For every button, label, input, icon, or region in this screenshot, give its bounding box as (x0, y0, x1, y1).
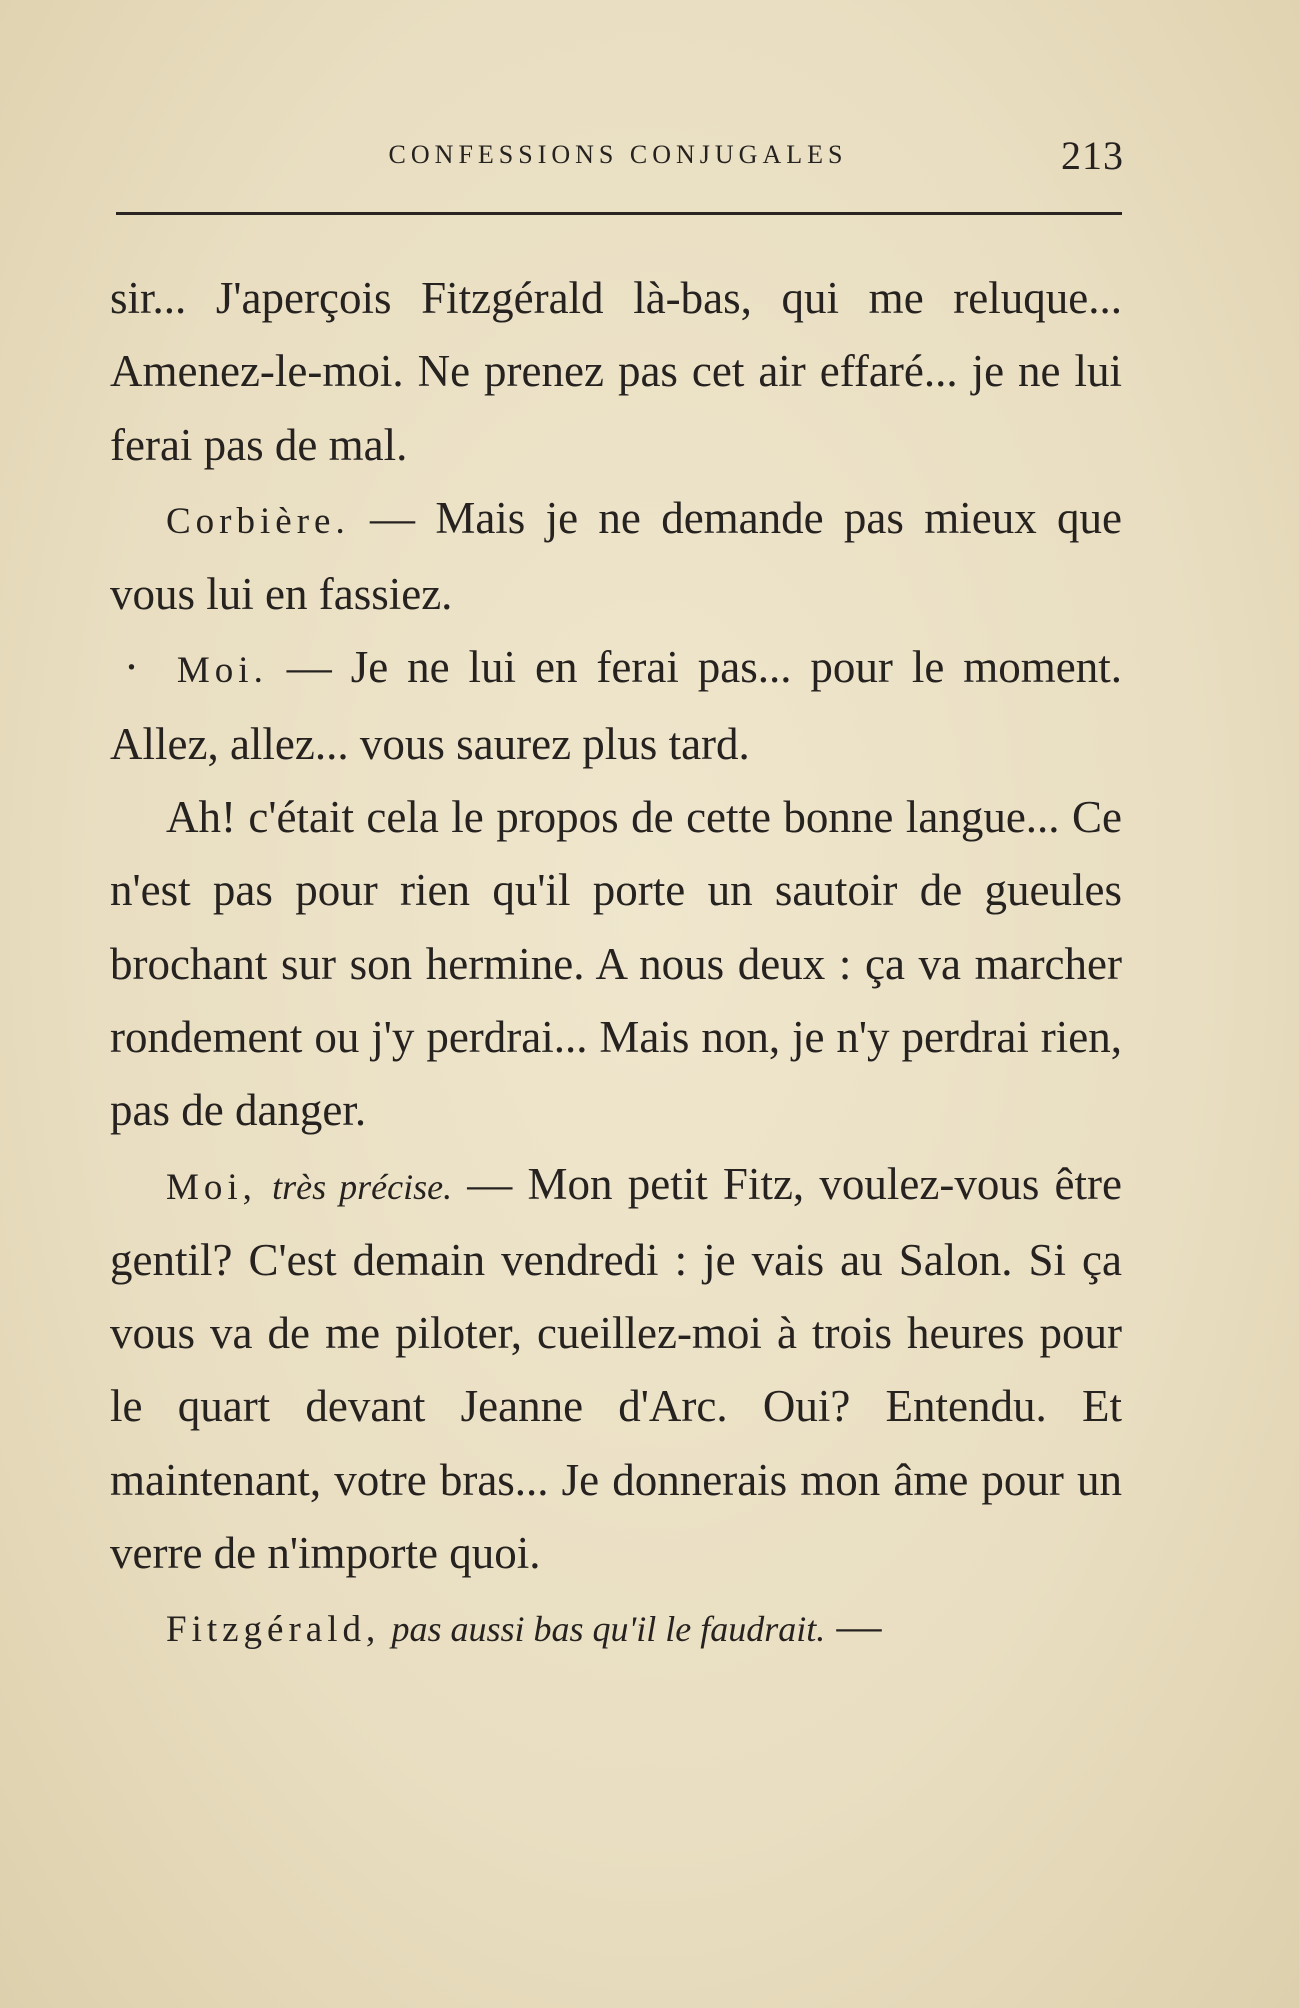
dialogue-text: — (825, 1601, 882, 1652)
paragraph-2 (110, 482, 1122, 632)
speaker-name: Moi, (166, 1166, 257, 1208)
speaker-name: Corbière. (166, 500, 350, 542)
speaker-name: Fitzgérald, (166, 1609, 381, 1651)
margin-mark: · (124, 642, 139, 693)
speaker-name: Moi. (176, 650, 268, 692)
header-rule (116, 212, 1122, 215)
dialogue-text: — Mon petit Fitz, voulez-vous être gentil? C'est demain vendredi : je vais au Salon. Si ça vous va de me piloter, cueillez-moi à trois heures pour le quart devant Jeanne d'Arc. Oui? Entendu. Et maintenant, votre bras... Je donnerais mon âme pour un verre de n'importe quoi. (110, 1158, 1122, 1579)
paragraph-4: Ah! c'était cela le propos de cette bonne langue... Ce n'est pas pour rien qu'il porte un sautoir de gueules brochant sur son hermine. A nous deux : ça va marcher rondement ou j'y perdrai... Mais non, je n'y perdrai rien, pas de danger. (110, 792, 1122, 1136)
running-title: CONFESSIONS CONJUGALES (388, 140, 848, 169)
paragraph-3 (110, 631, 1122, 781)
dialogue-text: — Je ne lui en ferai pas... pour le moment. Allez, allez... vous saurez plus tard. (110, 642, 1122, 769)
stage-direction: très précise. (272, 1166, 453, 1207)
dialogue-text: — Mais je ne demande pas mieux que vous lui en fassiez. (110, 492, 1122, 620)
paragraph-1: sir... J'aperçois Fitzgérald là-bas, qui me reluque... Amenez-le-moi. Ne prenez pas cet air effaré... je ne lui ferai pas de mal. (110, 273, 1122, 470)
paragraph-6 (110, 1590, 1122, 1666)
paragraph-5 (110, 1148, 1122, 1591)
running-head (112, 132, 1124, 182)
page-number: 213 (1061, 133, 1124, 178)
stage-direction: pas aussi bas qu'il le faudrait. (391, 1609, 826, 1650)
body-text (110, 262, 1122, 1667)
